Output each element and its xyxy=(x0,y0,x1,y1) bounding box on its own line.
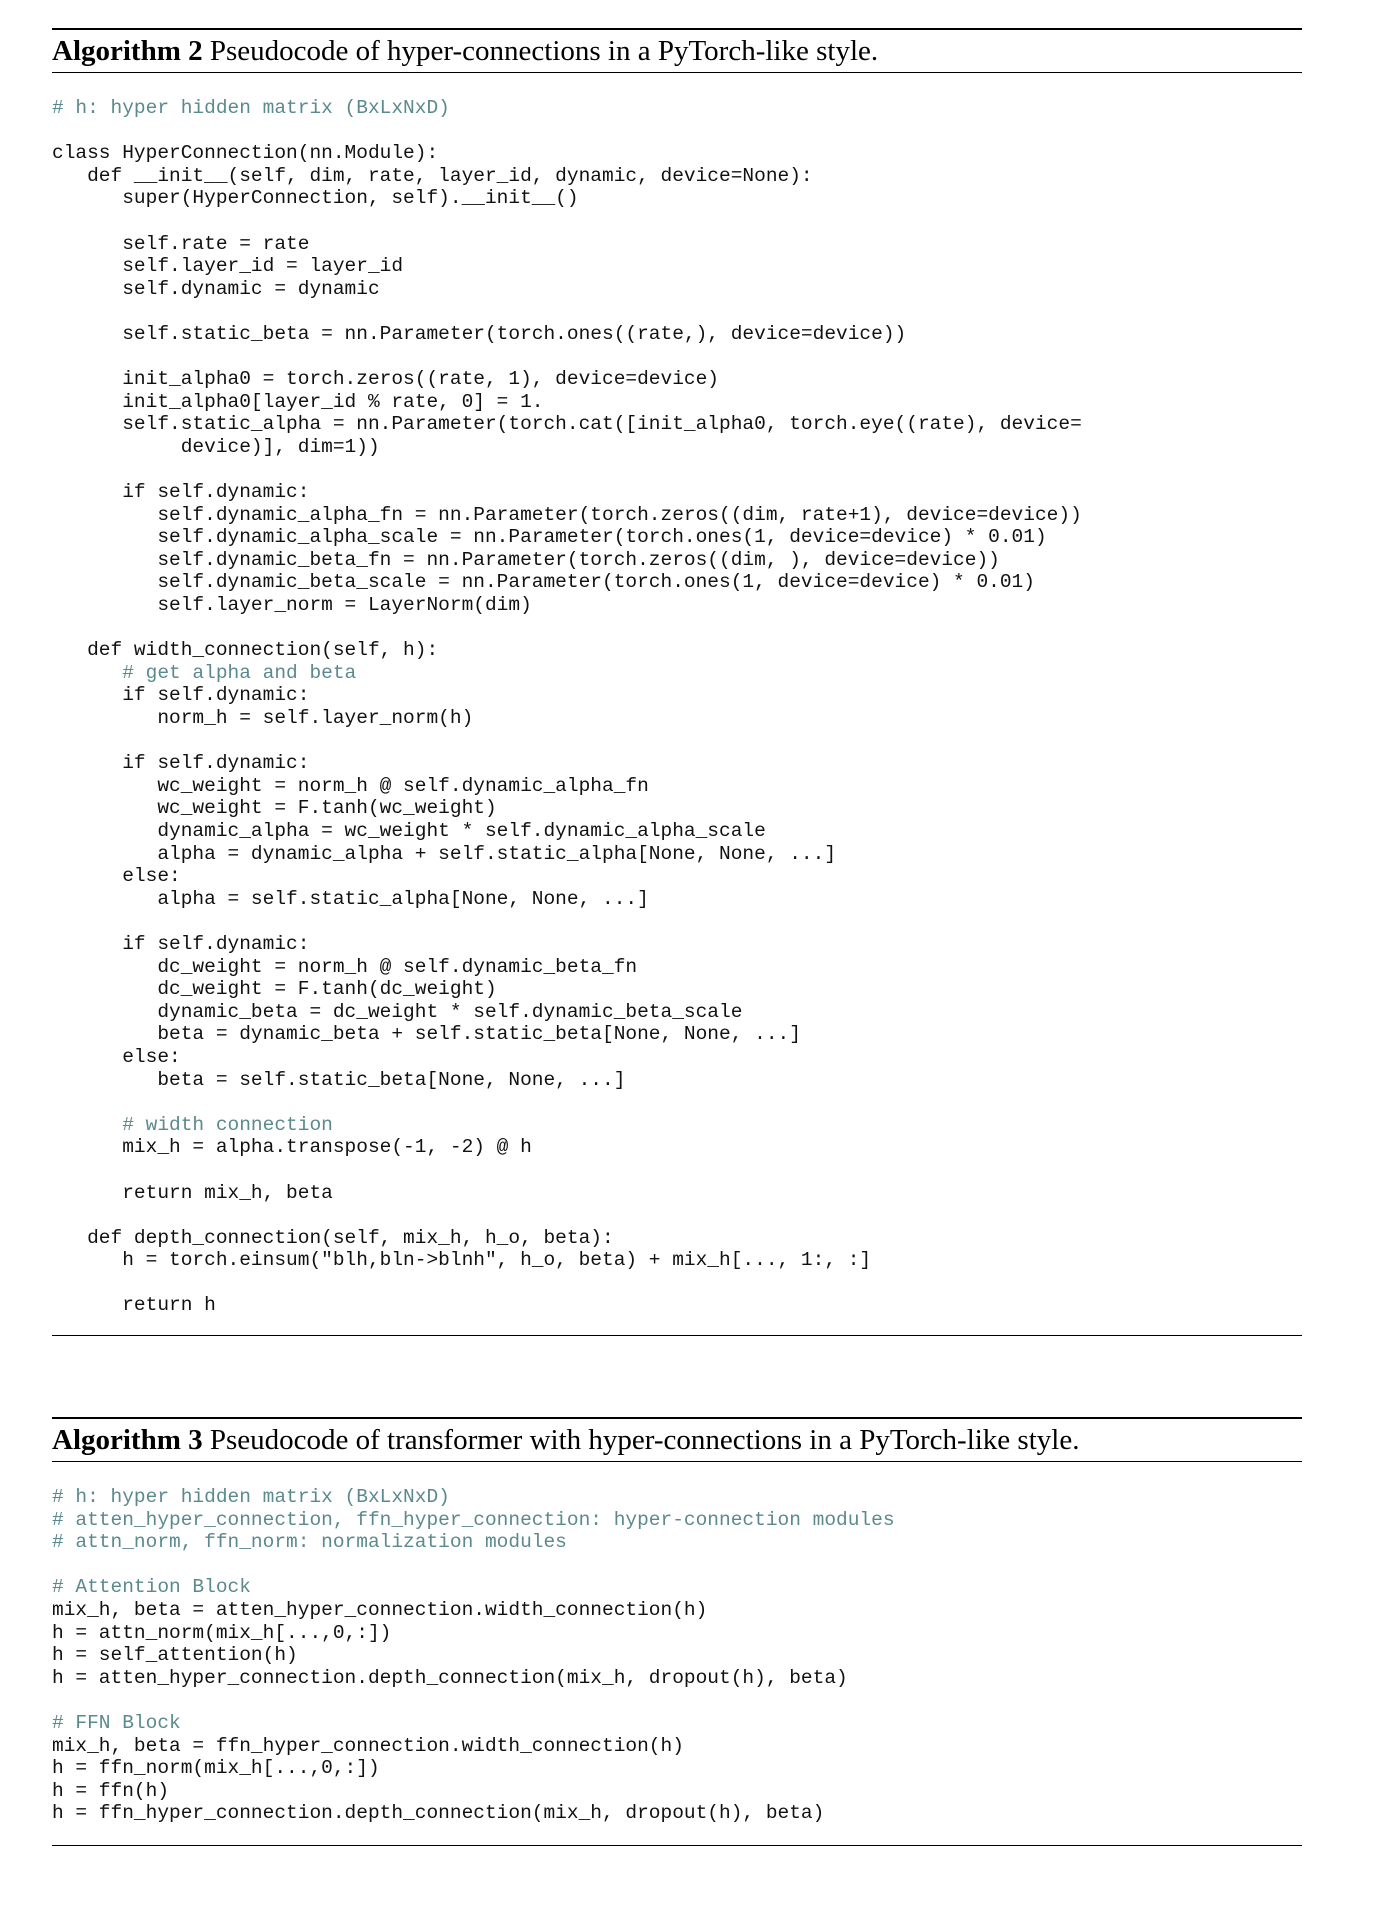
code-line: self.dynamic_alpha_scale = nn.Parameter(torch.ones(1, device=device) * 0.01) xyxy=(52,526,1047,549)
code-line: dc_weight = F.tanh(dc_weight) xyxy=(52,978,497,1001)
code-line: class HyperConnection(nn.Module): xyxy=(52,142,439,165)
algorithm-label: Algorithm 2 xyxy=(52,35,203,67)
code-line xyxy=(52,1554,1302,1577)
code-line xyxy=(52,617,1302,640)
code-line xyxy=(52,910,1302,933)
code-line: def __init__(self, dim, rate, layer_id, dynamic, device=None): xyxy=(52,164,813,187)
code-comment-line: # h: hyper hidden matrix (BxLxNxD) xyxy=(52,97,450,119)
code-line xyxy=(52,120,1302,143)
code-line: h = self_attention(h) xyxy=(52,1644,298,1667)
code-line xyxy=(52,1159,1302,1182)
code-line: dc_weight = norm_h @ self.dynamic_beta_fn xyxy=(52,955,638,978)
code-line: self.dynamic = dynamic xyxy=(52,277,380,300)
algorithm-3-block xyxy=(52,1417,1302,1846)
bottom-rule xyxy=(52,1335,1302,1336)
code-line: alpha = dynamic_alpha + self.static_alpha[None, None, ...] xyxy=(52,842,837,865)
code-line: device)], dim=1)) xyxy=(52,435,380,458)
bottom-rule xyxy=(52,1845,1302,1846)
code-line: def width_connection(self, h): xyxy=(52,639,439,662)
algorithm-label: Algorithm 3 xyxy=(52,1424,203,1456)
code-line: self.static_beta = nn.Parameter(torch.ones((rate,), device=device)) xyxy=(52,322,907,345)
code-line: init_alpha0[layer_id % rate, 0] = 1. xyxy=(52,390,544,413)
code-line: mix_h, beta = ffn_hyper_connection.width_connection(h) xyxy=(52,1734,684,1757)
code-line: self.layer_id = layer_id xyxy=(52,255,404,278)
code-line: h = ffn_hyper_connection.depth_connection(mix_h, dropout(h), beta) xyxy=(52,1802,825,1825)
code-line xyxy=(52,730,1302,753)
code-listing xyxy=(52,1462,1302,1845)
code-line: if self.dynamic: xyxy=(52,752,310,775)
code-line xyxy=(52,300,1302,323)
code-line: return mix_h, beta xyxy=(52,1181,333,1204)
code-comment-line: # h: hyper hidden matrix (BxLxNxD) xyxy=(52,1486,450,1508)
code-line: beta = self.static_beta[None, None, ...] xyxy=(52,1068,626,1091)
code-comment-line: # Attention Block xyxy=(52,1576,251,1599)
code-line xyxy=(52,459,1302,482)
code-line: dynamic_beta = dc_weight * self.dynamic_beta_scale xyxy=(52,1000,743,1023)
code-line xyxy=(52,1689,1302,1712)
code-line: else: xyxy=(52,865,181,888)
code-line: h = atten_hyper_connection.depth_connection(mix_h, dropout(h), beta) xyxy=(52,1666,848,1689)
code-line: beta = dynamic_beta + self.static_beta[None, None, ...] xyxy=(52,1023,801,1046)
code-line: wc_weight = F.tanh(wc_weight) xyxy=(52,797,497,820)
code-line: self.dynamic_beta_fn = nn.Parameter(torch.zeros((dim, ), device=device)) xyxy=(52,548,1000,571)
algorithm-title: Pseudocode of hyper-connections in a PyTorch-like style. xyxy=(202,35,879,67)
code-comment-line: # atten_hyper_connection, ffn_hyper_connection: hyper-connection modules xyxy=(52,1508,895,1531)
code-line: return h xyxy=(52,1294,216,1317)
algorithm-caption xyxy=(52,1419,1302,1461)
code-line: norm_h = self.layer_norm(h) xyxy=(52,707,474,730)
code-line xyxy=(52,210,1302,233)
code-line: self.dynamic_beta_scale = nn.Parameter(torch.ones(1, device=device) * 0.01) xyxy=(52,571,1035,594)
code-line: else: xyxy=(52,1045,181,1068)
code-line: h = ffn(h) xyxy=(52,1779,170,1802)
code-line: mix_h = alpha.transpose(-1, -2) @ h xyxy=(52,1136,532,1159)
code-listing xyxy=(52,73,1302,1335)
code-line: if self.dynamic: xyxy=(52,684,310,707)
code-line xyxy=(52,346,1302,369)
code-line: h = attn_norm(mix_h[...,0,:]) xyxy=(52,1621,392,1644)
code-comment-line: # get alpha and beta xyxy=(52,661,357,684)
code-line: h = ffn_norm(mix_h[...,0,:]) xyxy=(52,1757,380,1780)
algorithm-caption xyxy=(52,30,1302,72)
code-line: mix_h, beta = atten_hyper_connection.width_connection(h) xyxy=(52,1598,708,1621)
code-comment-line: # FFN Block xyxy=(52,1711,181,1734)
algorithm-2-block xyxy=(52,28,1302,1336)
algorithm-title: Pseudocode of transformer with hyper-connections in a PyTorch-like style. xyxy=(202,1424,1080,1456)
code-line: dynamic_alpha = wc_weight * self.dynamic_alpha_scale xyxy=(52,820,766,842)
code-comment-line: # width connection xyxy=(52,1113,333,1136)
code-line: super(HyperConnection, self).__init__() xyxy=(52,187,579,210)
code-line xyxy=(52,1204,1302,1227)
code-line xyxy=(52,1091,1302,1114)
code-line: if self.dynamic: xyxy=(52,481,310,504)
code-comment-line: # attn_norm, ffn_norm: normalization modules xyxy=(52,1531,567,1554)
code-line: def depth_connection(self, mix_h, h_o, beta): xyxy=(52,1226,614,1249)
code-line: if self.dynamic: xyxy=(52,932,310,955)
code-line: self.layer_norm = LayerNorm(dim) xyxy=(52,594,532,617)
code-line: wc_weight = norm_h @ self.dynamic_alpha_fn xyxy=(52,774,649,797)
code-line: self.static_alpha = nn.Parameter(torch.cat([init_alpha0, torch.eye((rate), device= xyxy=(52,413,1082,436)
code-line: self.dynamic_alpha_fn = nn.Parameter(torch.zeros((dim, rate+1), device=device)) xyxy=(52,503,1082,526)
code-line: h = torch.einsum("blh,bln->blnh", h_o, beta) + mix_h[..., 1:, :] xyxy=(52,1249,872,1272)
code-line: init_alpha0 = torch.zeros((rate, 1), device=device) xyxy=(52,368,720,391)
code-line: self.rate = rate xyxy=(52,232,310,255)
code-line: alpha = self.static_alpha[None, None, ...] xyxy=(52,887,649,910)
code-line xyxy=(52,1272,1302,1295)
